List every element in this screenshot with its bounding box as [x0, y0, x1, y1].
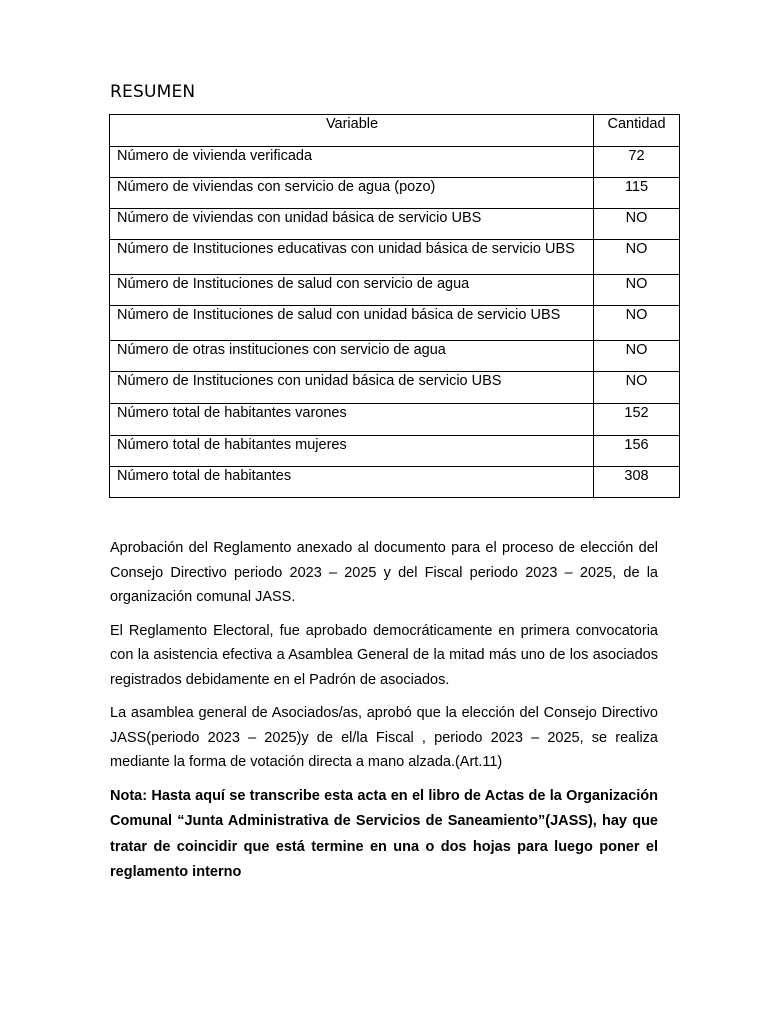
row-variable: Número de vivienda verificada [110, 147, 594, 178]
note-paragraph: Nota: Hasta aquí se transcribe esta acta en el libro de Actas de la Organización Comunal “Junta Administrativa de Servicios de Saneamiento”(JASS), hay que tratar de coincidir que está termine en una o dos hojas para luego poner el reglamento interno [110, 787, 658, 880]
row-quantity: 115 [594, 178, 680, 209]
row-variable: Número de Instituciones educativas con unidad básica de servicio UBS [110, 240, 594, 275]
paragraph-electoral-regulation: El Reglamento Electoral, fue aprobado democráticamente en primera convocatoria con la asistencia efectiva a Asamblea General de la mitad más uno de los asociados registrados debidamente en el Padrón de asociados. [110, 622, 658, 688]
row-quantity: NO [594, 306, 680, 341]
table-row [110, 467, 680, 498]
paragraph-assembly-election: La asamblea general de Asociados/as, aprobó que la elección del Consejo Directivo JASS(periodo 2023 – 2025)y de el/la Fiscal , periodo 2023 – 2025, se realiza mediante la forma de votación directa a mano alzada.(Art.11) [110, 705, 658, 770]
row-quantity: NO [594, 275, 680, 306]
table-row [110, 147, 680, 178]
header-variable: Variable [110, 115, 594, 147]
row-variable: Número total de habitantes varones [110, 404, 594, 436]
table-row [110, 209, 680, 240]
row-variable: Número de viviendas con servicio de agua (pozo) [110, 178, 594, 209]
row-quantity: NO [594, 209, 680, 240]
table-row [110, 341, 680, 372]
row-quantity: NO [594, 240, 680, 275]
summary-heading: RESUMEN [110, 82, 196, 102]
table-row [110, 240, 680, 275]
table-row [110, 436, 680, 467]
row-quantity: 156 [594, 436, 680, 467]
table-row [110, 306, 680, 341]
row-quantity: NO [594, 341, 680, 372]
row-variable: Número de otras instituciones con servicio de agua [110, 341, 594, 372]
row-quantity: 72 [594, 147, 680, 178]
table-row [110, 178, 680, 209]
row-variable: Número de Instituciones de salud con servicio de agua [110, 275, 594, 306]
header-quantity: Cantidad [594, 115, 680, 147]
row-quantity: NO [594, 372, 680, 404]
row-variable: Número de Instituciones con unidad básica de servicio UBS [110, 372, 594, 404]
row-quantity: 308 [594, 467, 680, 498]
table-row [110, 275, 680, 306]
paragraph-regulation-approval: Aprobación del Reglamento anexado al documento para el proceso de elección del Consejo Directivo periodo 2023 – 2025 y del Fiscal periodo 2023 – 2025, de la organización comunal JASS. [110, 540, 658, 605]
summary-table [109, 114, 680, 498]
table-header-row [110, 115, 680, 147]
row-quantity: 152 [594, 404, 680, 436]
row-variable: Número total de habitantes mujeres [110, 436, 594, 467]
row-variable: Número total de habitantes [110, 467, 594, 498]
row-variable: Número de Instituciones de salud con unidad básica de servicio UBS [110, 306, 594, 341]
table-row [110, 372, 680, 404]
table-row [110, 404, 680, 436]
body-text [110, 536, 658, 895]
row-variable: Número de viviendas con unidad básica de servicio UBS [110, 209, 594, 240]
